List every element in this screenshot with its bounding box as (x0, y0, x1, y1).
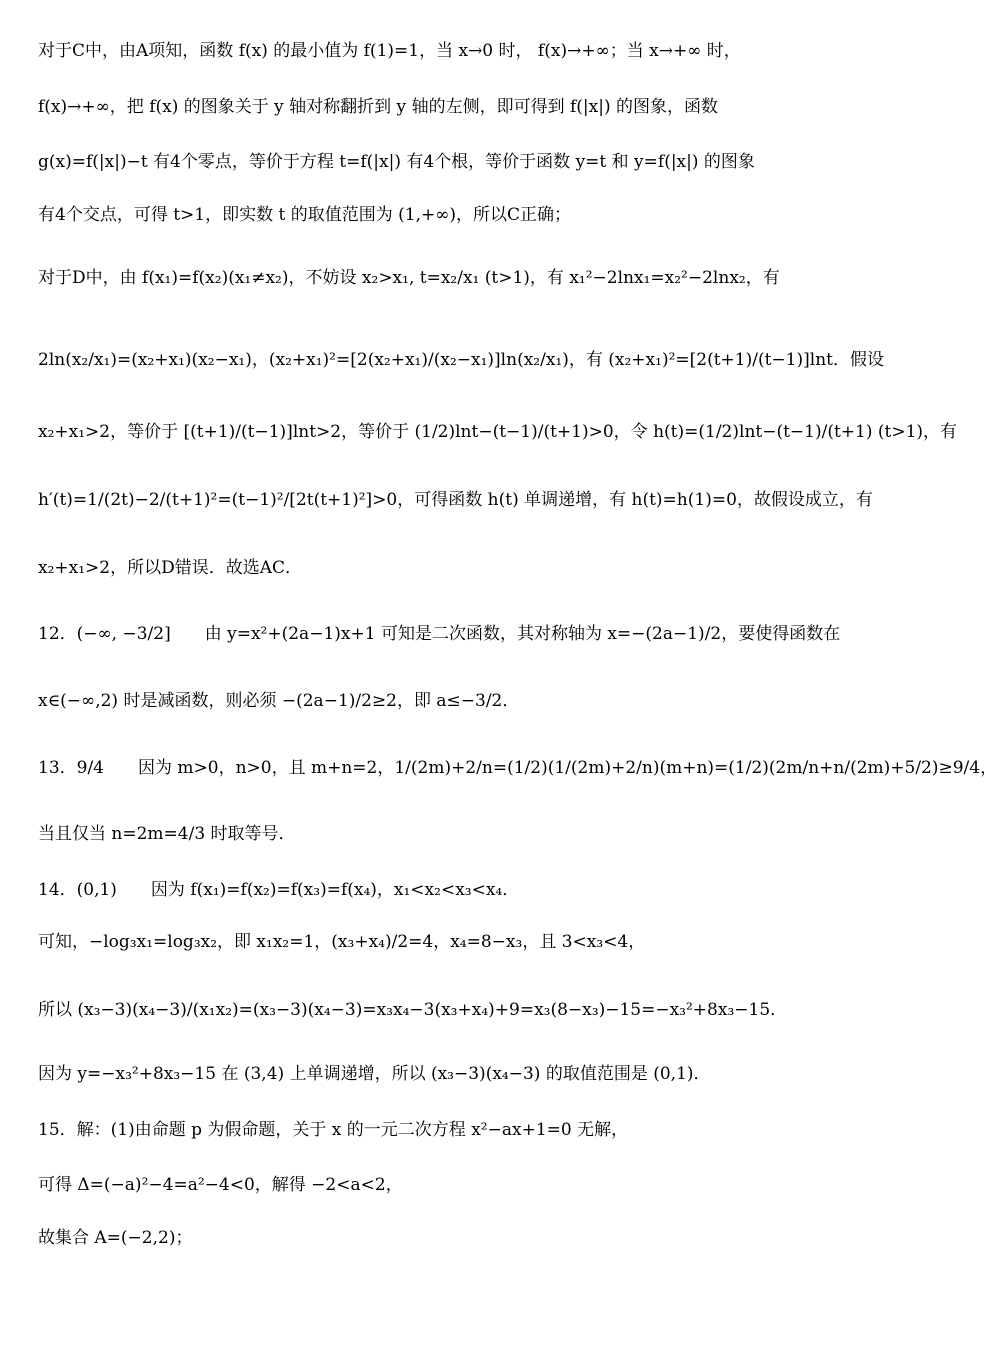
text-line: x₂+x₁>2，所以D错误．故选AC． (38, 558, 303, 578)
text-line: 15．解：(1)由命题 p 为假命题，关于 x 的一元二次方程 x²−ax+1=0 无解， (38, 1120, 629, 1140)
text-line: 所以 (x₃−3)(x₄−3)/(x₁x₂)=(x₃−3)(x₄−3)=x₃x₄−3(x₃+x₄)+9=x₃(8−x₃)−15=−x₃²+8x₃−15． (38, 1000, 788, 1020)
text-line: 当且仅当 n=2m=4/3 时取等号． (38, 824, 296, 844)
text-line: 13．9/4 因为 m>0，n>0，且 m+n=2，1/(2m)+2/n=(1/2)(1/(2m)+2/n)(m+n)=(1/2)(2m/n+n/(2m)+5/2)≥9/4， (38, 758, 997, 778)
text-line: h′(t)=1/(2t)−2/(t+1)²=(t−1)²/[2t(t+1)²]>0，可得函数 h(t) 单调递增，有 h(t)=h(1)=0，故假设成立，有 (38, 490, 873, 510)
text-line: f(x)→+∞，把 f(x) 的图象关于 y 轴对称翻折到 y 轴的左侧，即可得到 f(|x|) 的图象，函数 (38, 97, 718, 117)
text-line: 14．(0,1) 因为 f(x₁)=f(x₂)=f(x₃)=f(x₄)，x₁<x₂<x₃<x₄． (38, 880, 520, 900)
text-line: 2ln(x₂/x₁)=(x₂+x₁)(x₂−x₁)，(x₂+x₁)²=[2(x₂+x₁)/(x₂−x₁)]ln(x₂/x₁)，有 (x₂+x₁)²=[2(t+1)/(t−1)]lnt．假设 (38, 350, 884, 370)
text-line: 因为 y=−x₃²+8x₃−15 在 (3,4) 上单调递增，所以 (x₃−3)(x₄−3) 的取值范围是 (0,1)． (38, 1064, 711, 1084)
text-line: 可得 Δ=(−a)²−4=a²−4<0，解得 −2<a<2， (38, 1175, 403, 1195)
text-line: 故集合 A=(−2,2)； (38, 1228, 193, 1248)
text-line: 可知，−log₃x₁=log₃x₂，即 x₁x₂=1，(x₃+x₄)/2=4，x₄=8−x₃，且 3<x₃<4， (38, 932, 646, 952)
text-line: 12．(−∞, −3/2] 由 y=x²+(2a−1)x+1 可知是二次函数，其对称轴为 x=−(2a−1)/2，要使得函数在 (38, 624, 841, 644)
text-line: 对于C中，由A项知，函数 f(x) 的最小值为 f(1)=1，当 x→0 时， f(x)→+∞；当 x→+∞ 时， (38, 41, 741, 61)
text-line: 对于D中，由 f(x₁)=f(x₂)(x₁≠x₂)，不妨设 x₂>x₁, t=x₂/x₁ (t>1)，有 x₁²−2lnx₁=x₂²−2lnx₂，有 (38, 268, 780, 288)
text-line: g(x)=f(|x|)−t 有4个零点，等价于方程 t=f(|x|) 有4个根，等价于函数 y=t 和 y=f(|x|) 的图象 (38, 152, 755, 172)
text-line: x₂+x₁>2，等价于 [(t+1)/(t−1)]lnt>2，等价于 (1/2)lnt−(t−1)/(t+1)>0，令 h(t)=(1/2)lnt−(t−1)/(t+1) (t>1)，有 (38, 422, 958, 442)
text-line: x∈(−∞,2) 时是减函数，则必须 −(2a−1)/2≥2，即 a≤−3/2． (38, 691, 520, 711)
text-line: 有4个交点，可得 t>1，即实数 t 的取值范围为 (1,+∞)，所以C正确； (38, 205, 572, 225)
